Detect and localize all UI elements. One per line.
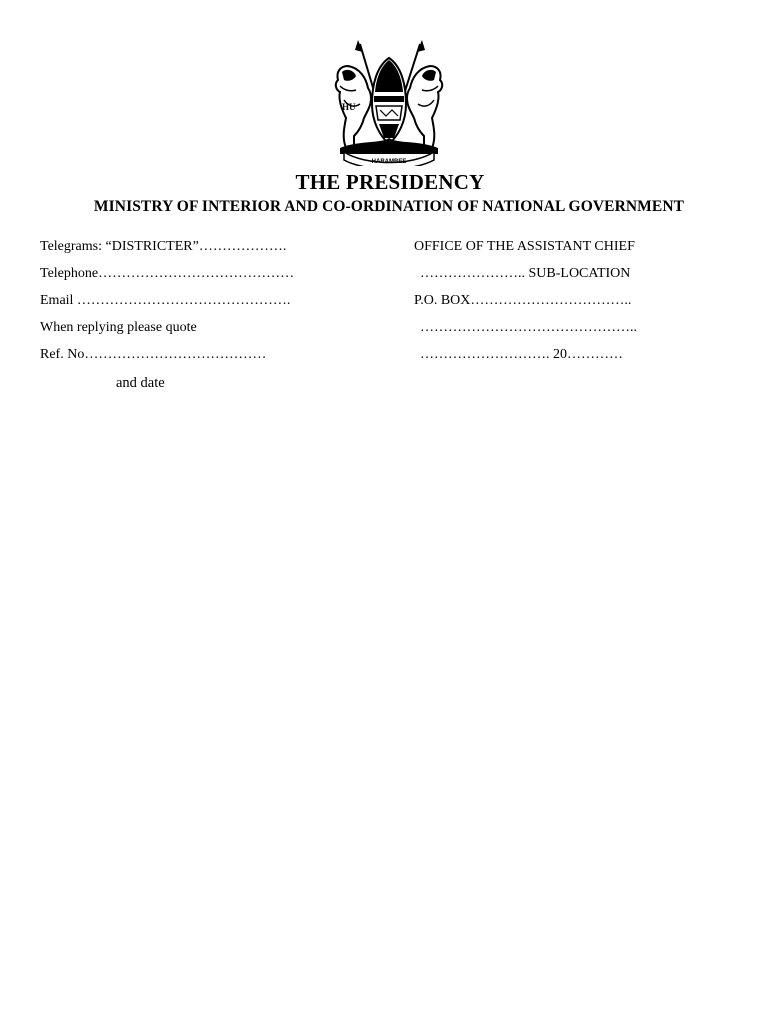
ref-no-line: Ref. No…………………………………: [40, 347, 267, 362]
and-date-text: and date: [116, 375, 165, 391]
telephone-line: Telephone……………………………………: [40, 266, 295, 281]
svg-text:HU: HU: [342, 102, 356, 112]
address-line: ………………………………………..: [420, 320, 637, 335]
email-line: Email ……………………………………….: [40, 293, 291, 308]
page-title: THE PRESIDENCY: [295, 170, 485, 194]
coat-of-arms-emblem: [330, 40, 448, 166]
office-line: OFFICE OF THE ASSISTANT CHIEF: [414, 239, 635, 254]
date-line: ………………………. 20…………: [420, 347, 623, 362]
reply-note-line: When replying please quote: [40, 320, 197, 335]
telegrams-line: Telegrams: “DISTRICTER”……………….: [40, 239, 287, 254]
po-box-line: P.O. BOX……………………………..: [414, 293, 632, 308]
sub-location-line: ………………….. SUB-LOCATION: [420, 266, 631, 281]
ministry-subtitle: MINISTRY OF INTERIOR AND CO-ORDINATION OF NATIONAL GOVERNMENT: [93, 198, 685, 215]
motto-text: HARAMBEE: [371, 159, 407, 165]
